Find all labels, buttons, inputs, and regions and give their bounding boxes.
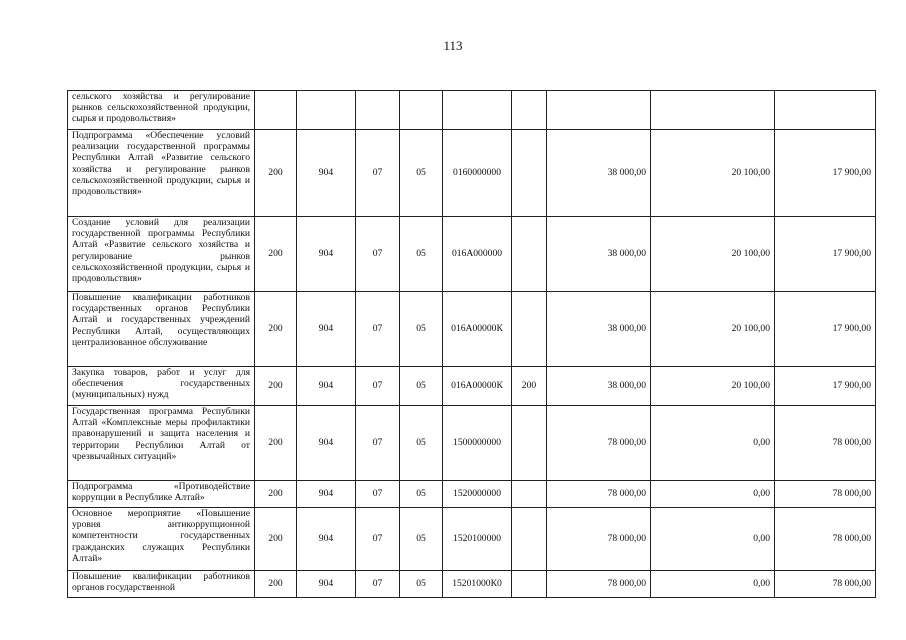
cell-col4: 05 [400,367,443,406]
table-row [68,367,876,406]
cell-col7: 38 000,00 [547,217,651,292]
table-row [68,406,876,481]
row-name: Повышение квалификации работников государственных органов Республики Алтай и государственных учреждений Республики Алтай, осуществляющих централизованное обслуживание [68,292,255,367]
cell-col1: 200 [255,571,297,598]
cell-col6: 200 [512,367,547,406]
cell-col9: 78 000,00 [775,508,876,571]
cell-col7: 78 000,00 [547,571,651,598]
row-name: Создание условий для реализации государственной программы Республики Алтай «Развитие сельского хозяйства и регулирование рынков сельскохозяйственной продукции, сырья и продовольствия» [68,217,255,292]
cell-col5: 1500000000 [443,406,512,481]
cell-col7: 78 000,00 [547,406,651,481]
cell-col9: 17 900,00 [775,367,876,406]
cell-col5: 1520000000 [443,481,512,508]
cell-col3: 07 [356,367,400,406]
cell-col1: 200 [255,292,297,367]
cell-col5: 016А00000К [443,292,512,367]
cell-col7: 38 000,00 [547,130,651,217]
cell-col5: 15201000К0 [443,571,512,598]
cell-col6 [512,217,547,292]
cell-col9: 17 900,00 [775,130,876,217]
cell-col8 [651,91,775,130]
cell-col5 [443,91,512,130]
table-row [68,481,876,508]
cell-col2: 904 [297,481,356,508]
cell-col2: 904 [297,292,356,367]
cell-col8: 20 100,00 [651,130,775,217]
table-row [68,217,876,292]
cell-col8: 0,00 [651,508,775,571]
table-row [68,571,876,598]
cell-col2: 904 [297,367,356,406]
cell-col3: 07 [356,508,400,571]
cell-col4: 05 [400,481,443,508]
cell-col7: 78 000,00 [547,481,651,508]
row-name: Повышение квалификации работников органов государственной [68,571,255,598]
cell-col8: 0,00 [651,571,775,598]
cell-col5: 016А000000 [443,217,512,292]
cell-col9: 17 900,00 [775,217,876,292]
cell-col8: 0,00 [651,481,775,508]
cell-col6 [512,292,547,367]
row-name: Основное мероприятие «Повышение уровня антикоррупционной компетентности государственных гражданских служащих Республики Алтай» [68,508,255,571]
row-name: Подпрограмма «Обеспечение условий реализации государственной программы Республики Алтай «Развитие сельского хозяйства и регулирование рынков сельскохозяйственной продукции, сырья и продовольствия» [68,130,255,217]
cell-col9 [775,91,876,130]
row-name: Закупка товаров, работ и услуг для обеспечения государственных (муниципальных) нужд [68,367,255,406]
cell-col3: 07 [356,217,400,292]
cell-col8: 20 100,00 [651,367,775,406]
cell-col7 [547,91,651,130]
cell-col9: 78 000,00 [775,571,876,598]
cell-col9: 78 000,00 [775,406,876,481]
cell-col2: 904 [297,130,356,217]
cell-col4: 05 [400,508,443,571]
row-name: Подпрограмма «Противодействие коррупции в Республике Алтай» [68,481,255,508]
cell-col7: 78 000,00 [547,508,651,571]
cell-col4: 05 [400,130,443,217]
cell-col3: 07 [356,571,400,598]
cell-col2: 904 [297,571,356,598]
cell-col3: 07 [356,406,400,481]
cell-col5: 0160000000 [443,130,512,217]
cell-col6 [512,406,547,481]
cell-col4: 05 [400,406,443,481]
table-row [68,130,876,217]
table-row [68,508,876,571]
cell-col3: 07 [356,481,400,508]
cell-col2: 904 [297,217,356,292]
cell-col6 [512,508,547,571]
cell-col4: 05 [400,292,443,367]
cell-col1: 200 [255,217,297,292]
cell-col1 [255,91,297,130]
cell-col1: 200 [255,367,297,406]
cell-col1: 200 [255,406,297,481]
cell-col5: 1520100000 [443,508,512,571]
cell-col5: 016А00000К [443,367,512,406]
cell-col7: 38 000,00 [547,367,651,406]
cell-col6 [512,481,547,508]
cell-col3: 07 [356,292,400,367]
cell-col1: 200 [255,508,297,571]
cell-col3: 07 [356,130,400,217]
cell-col6 [512,91,547,130]
cell-col2: 904 [297,508,356,571]
cell-col6 [512,571,547,598]
budget-table [67,90,876,598]
cell-col3 [356,91,400,130]
cell-col9: 17 900,00 [775,292,876,367]
cell-col8: 20 100,00 [651,292,775,367]
cell-col8: 20 100,00 [651,217,775,292]
cell-col4: 05 [400,571,443,598]
cell-col2: 904 [297,406,356,481]
cell-col7: 38 000,00 [547,292,651,367]
cell-col1: 200 [255,130,297,217]
cell-col4: 05 [400,217,443,292]
table-row [68,91,876,130]
cell-col1: 200 [255,481,297,508]
cell-col6 [512,130,547,217]
cell-col8: 0,00 [651,406,775,481]
row-name: Государственная программа Республики Алтай «Комплексные меры профилактики правонарушений и защита населения и территории Республики Алтай от чрезвычайных ситуаций» [68,406,255,481]
cell-col2 [297,91,356,130]
cell-col9: 78 000,00 [775,481,876,508]
cell-col4 [400,91,443,130]
row-name: сельского хозяйства и регулирование рынков сельскохозяйственной продукции, сырья и продовольствия» [68,91,255,130]
page-number: 113 [443,38,463,53]
table-row [68,292,876,367]
